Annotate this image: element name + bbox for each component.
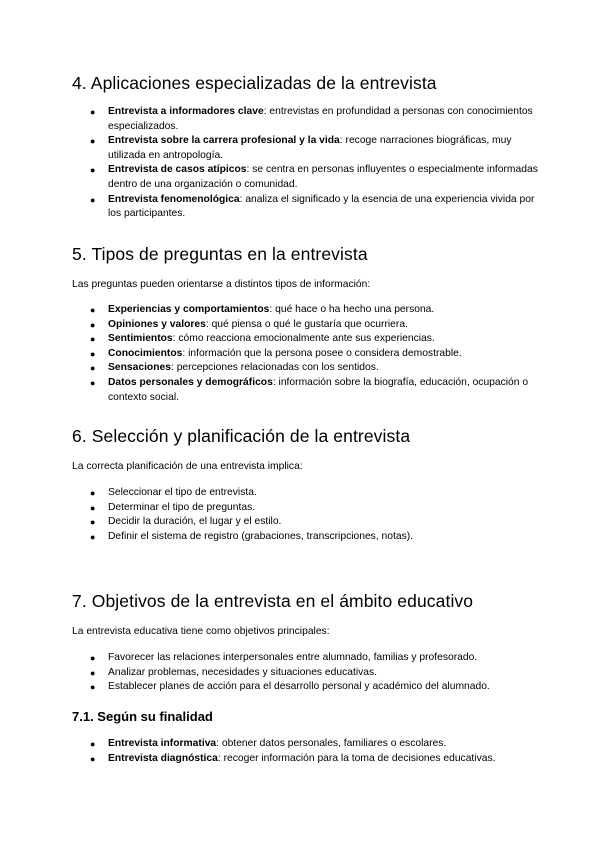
bullet-icon: ●	[90, 305, 96, 315]
item-text: Seleccionar el tipo de entrevista.	[108, 487, 257, 498]
item-term: Opiniones y valores	[108, 318, 206, 330]
list-item	[72, 347, 542, 362]
item-text: Favorecer las relaciones interpersonales entre alumnado, familias y profesorado.	[108, 652, 478, 663]
list-item	[72, 318, 542, 333]
item-text: Analizar problemas, necesidades y situaciones educativas.	[108, 666, 378, 678]
bullet-icon: ●	[90, 488, 96, 498]
item-text: : entrevistas en profundidad a personas con conocimientos especializados.	[108, 106, 533, 132]
item-text: : recoger información para la toma de decisiones educativas.	[217, 752, 496, 764]
item-text: : cómo reacciona emocionalmente ante sus experiencias.	[172, 333, 435, 345]
list-item	[72, 666, 542, 681]
item-term: Entrevista fenomenológica	[108, 193, 240, 205]
section-5-list	[72, 303, 542, 405]
bullet-icon: ●	[90, 653, 96, 663]
section-4-heading: 4. Aplicaciones especializadas de la entrevista	[72, 73, 437, 93]
section-7-heading: 7. Objetivos de la entrevista en el ámbito educativo	[72, 591, 474, 611]
item-term: Experiencias y comportamientos	[108, 304, 270, 315]
item-text: : qué hace o ha hecho una persona.	[269, 304, 435, 315]
section-6-list	[72, 486, 542, 544]
item-term: Sentimientos	[108, 333, 173, 345]
section-4-list	[72, 105, 542, 222]
section-5	[72, 243, 542, 405]
section-6-heading: 6. Selección y planificación de la entrevista	[72, 426, 411, 446]
bullet-icon: ●	[90, 682, 96, 693]
list-item	[72, 134, 542, 163]
list-item	[72, 530, 542, 545]
item-text: : se centra en personas influyentes o especialmente informadas dentro de una organización o comunidad.	[108, 164, 538, 190]
bullet-icon: ●	[90, 107, 96, 117]
section-7-list	[72, 651, 542, 695]
item-text: : recoge narraciones biográficas, muy utilizada en antropología.	[108, 135, 512, 161]
list-item	[72, 501, 542, 516]
bullet-icon: ●	[90, 319, 96, 330]
bullet-icon: ●	[90, 739, 96, 749]
item-term: Entrevista a informadores clave	[108, 106, 264, 117]
list-item	[72, 752, 542, 767]
list-item	[72, 332, 542, 347]
item-term: Datos personales y demográficos	[108, 376, 273, 388]
bullet-icon: ●	[90, 531, 96, 542]
item-text: Determinar el tipo de preguntas.	[108, 501, 256, 513]
item-text: : qué piensa o qué le gustaría que ocurriera.	[205, 318, 408, 330]
item-text: Establecer planes de acción para el desarrollo personal y académico del alumnado.	[108, 681, 490, 693]
item-text: : información sobre la biografía, educación, ocupación o contexto social.	[108, 376, 529, 403]
list-item	[72, 193, 542, 222]
bullet-icon: ●	[90, 667, 96, 678]
section-5-intro: Las preguntas pueden orientarse a distintos tipos de información:	[72, 279, 371, 290]
item-term: Entrevista de casos atípicos	[108, 164, 247, 176]
item-text: : obtener datos personales, familiares o escolares.	[216, 738, 447, 749]
bullet-icon: ●	[90, 165, 96, 176]
bullet-icon: ●	[90, 502, 96, 513]
item-term: Sensaciones	[108, 362, 171, 374]
item-text: : analiza el significado y la esencia de una experiencia vivida por los participantes.	[108, 193, 535, 220]
list-item	[72, 105, 542, 134]
item-text: Decidir la duración, el lugar y el estilo.	[108, 516, 282, 528]
item-text: : información que la persona posee o considera demostrable.	[182, 347, 462, 359]
list-item	[72, 515, 542, 530]
bullet-icon: ●	[90, 517, 96, 528]
item-term: Entrevista informativa	[108, 738, 217, 749]
list-item	[72, 163, 542, 192]
section-4	[72, 72, 542, 222]
bullet-icon: ●	[90, 136, 96, 147]
item-term: Entrevista diagnóstica	[108, 752, 218, 764]
bullet-icon: ●	[90, 753, 96, 764]
bullet-icon: ●	[90, 348, 96, 359]
item-text: : percepciones relacionadas con los sentidos.	[170, 362, 379, 374]
list-item	[72, 361, 542, 376]
section-7	[72, 590, 542, 695]
list-item	[72, 376, 542, 405]
section-7-1-list	[72, 737, 542, 766]
item-term: Conocimientos	[108, 347, 183, 359]
list-item	[72, 651, 542, 666]
list-item	[72, 486, 542, 501]
section-5-heading: 5. Tipos de preguntas en la entrevista	[72, 244, 368, 264]
list-item	[72, 680, 542, 695]
item-text: Definir el sistema de registro (grabaciones, transcripciones, notas).	[108, 530, 414, 542]
section-7-intro: La entrevista educativa tiene como objetivos principales:	[72, 626, 330, 637]
section-7-1	[72, 708, 542, 766]
section-7-1-heading: 7.1. Según su finalidad	[72, 709, 213, 724]
bullet-icon: ●	[90, 377, 96, 388]
list-item	[72, 737, 542, 752]
section-6	[72, 425, 542, 544]
list-item	[72, 303, 542, 318]
bullet-icon: ●	[90, 334, 96, 345]
bullet-icon: ●	[90, 363, 96, 374]
section-6-intro: La correcta planificación de una entrevista implica:	[72, 461, 303, 472]
bullet-icon: ●	[90, 194, 96, 205]
item-term: Entrevista sobre la carrera profesional y la vida	[108, 135, 340, 147]
